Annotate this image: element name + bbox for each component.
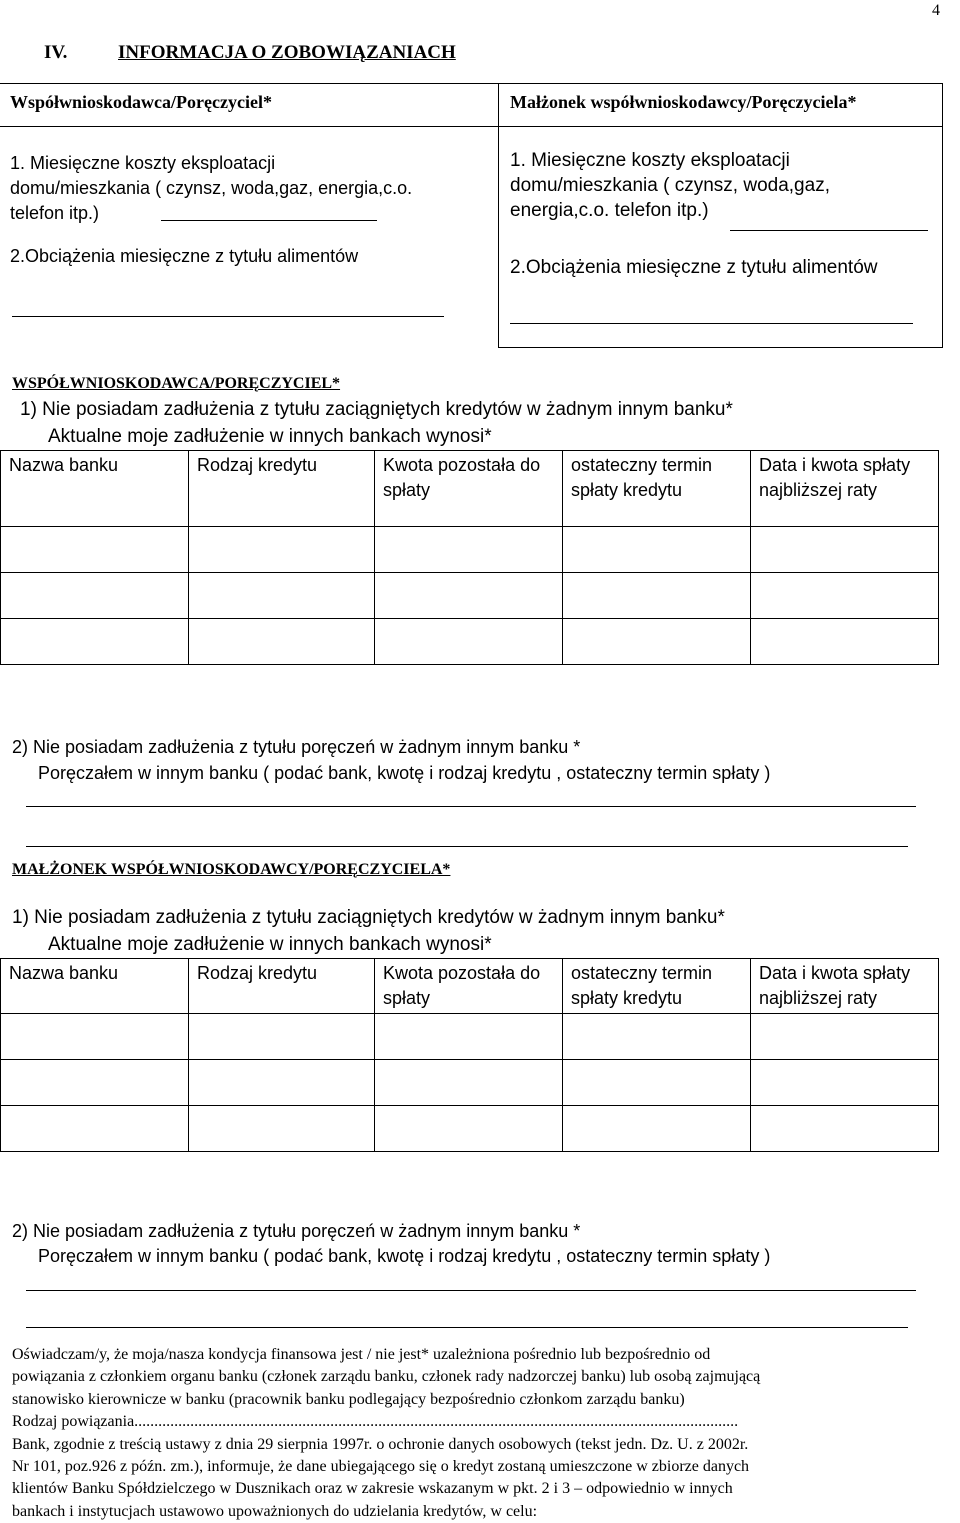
statement-line: klientów Banku Spółdzielczego w Dusznikach oraz w zakresie wskazanym w pkt. 2 i 3 – odpowiednio w innych xyxy=(12,1480,733,1498)
table-cell[interactable] xyxy=(1,1060,189,1106)
col-credit-type: Rodzaj kredytu xyxy=(189,959,375,1014)
table-cell[interactable] xyxy=(189,1014,375,1060)
block1-heading: WSPÓŁWNIOSKODAWCA/PORĘCZYCIEL* xyxy=(12,375,341,392)
right-item1-field[interactable] xyxy=(730,230,928,231)
block2-line2: Aktualne moje zadłużenie w innych bankach wynosi* xyxy=(48,934,492,955)
left-item2: 2.Obciążenia miesięczne z tytułu alimentów xyxy=(10,246,359,266)
right-item1: 1. Miesięczne koszty eksploatacji domu/mieszkania ( czynsz, woda,gaz, energia,c.o. telefon itp.) xyxy=(510,150,830,221)
right-item2: 2.Obciążenia miesięczne z tytułu alimentów xyxy=(510,257,878,278)
col-bank-name: Nazwa banku xyxy=(1,451,189,527)
table-row xyxy=(1,1014,939,1060)
table-cell[interactable] xyxy=(375,573,563,619)
table-cell[interactable] xyxy=(375,1106,563,1152)
col-remaining-amount: Kwota pozostała do spłaty xyxy=(375,451,563,527)
table-cell[interactable] xyxy=(751,527,939,573)
left-item2-field[interactable] xyxy=(12,316,444,317)
block2-line4: Poręczałem w innym banku ( podać bank, kwotę i rodzaj kredytu , ostateczny termin spłaty ) xyxy=(38,1246,771,1266)
table-cell[interactable] xyxy=(751,1060,939,1106)
page-number: 4 xyxy=(932,2,940,19)
table-cell[interactable] xyxy=(1,1106,189,1152)
col-credit-type: Rodzaj kredytu xyxy=(189,451,375,527)
table-cell[interactable] xyxy=(751,619,939,665)
statement-line: stanowisko kierownicze w banku (pracownik banku podlegający bezpośrednio członkom zarządu banku) xyxy=(12,1390,685,1408)
block1-guarantee-field-1[interactable] xyxy=(26,806,916,807)
table-cell[interactable] xyxy=(189,619,375,665)
statement xyxy=(12,1344,948,1523)
block2-heading: MAŁŻONEK WSPÓŁWNIOSKODAWCY/PORĘCZYCIELA* xyxy=(12,861,451,878)
table-cell[interactable] xyxy=(563,1060,751,1106)
block2-guarantee-field-2[interactable] xyxy=(26,1327,908,1328)
table-row xyxy=(1,573,939,619)
table-cell[interactable] xyxy=(375,619,563,665)
col-remaining-amount: Kwota pozostała do spłaty xyxy=(375,959,563,1014)
table-cell[interactable] xyxy=(563,1014,751,1060)
block1-guarantee-field-2[interactable] xyxy=(26,846,908,847)
statement-line: Bank, zgodnie z treścią ustawy z dnia 29 sierpnia 1997r. o ochronie danych osobowych (tekst jedn. Dz. U. z 2002r. xyxy=(12,1435,749,1453)
table-cell[interactable] xyxy=(563,1106,751,1152)
col-next-installment: Data i kwota spłaty najbliższej raty xyxy=(751,451,939,527)
table-cell[interactable] xyxy=(189,1060,375,1106)
statement-line: Nr 101, poz.926 z późn. zm.), informuje, że dane ubiegającego się o kredyt zostaną umieszczone w zbiorze danych xyxy=(12,1458,750,1476)
right-header: Małżonek współwnioskodawcy/Poręczyciela* xyxy=(510,92,857,112)
table-cell[interactable] xyxy=(375,527,563,573)
block1-line2: Aktualne moje zadłużenie w innych bankach wynosi* xyxy=(48,426,492,447)
section-title: INFORMACJA O ZOBOWIĄZANIACH xyxy=(118,42,456,63)
table-row xyxy=(1,619,939,665)
section-number: IV. xyxy=(44,42,68,63)
table-cell[interactable] xyxy=(563,527,751,573)
table-cell[interactable] xyxy=(189,527,375,573)
table-cell[interactable] xyxy=(751,573,939,619)
table-cell[interactable] xyxy=(751,1106,939,1152)
table-cell[interactable] xyxy=(189,1106,375,1152)
block1-line4: Poręczałem w innym banku ( podać bank, kwotę i rodzaj kredytu , ostateczny termin spłaty ) xyxy=(38,763,771,783)
left-item1-field[interactable] xyxy=(161,220,377,221)
statement-line: Oświadczam/y, że moja/nasza kondycja finansowa jest / nie jest* uzależniona pośrednio lub bezpośrednio od xyxy=(12,1346,711,1363)
col-final-date: ostateczny termin spłaty kredytu xyxy=(563,451,751,527)
statement-line: powiązania z członkiem organu banku (członek zarządu banku, członek rady nadzorczej banku) lub osobą zajmującą xyxy=(12,1368,761,1386)
block2-debt-table xyxy=(0,958,939,1152)
block2-guarantee-field-1[interactable] xyxy=(26,1290,916,1291)
table-cell[interactable] xyxy=(375,1014,563,1060)
statement-line: bankach i instytucjach ustawowo upoważnionych do udzielania kredytów, w celu: xyxy=(12,1502,538,1520)
table-cell[interactable] xyxy=(375,1060,563,1106)
table-cell[interactable] xyxy=(1,527,189,573)
block1-line1: 1) Nie posiadam zadłużenia z tytułu zaciągniętych kredytów w żadnym innym banku* xyxy=(20,399,733,420)
col-final-date: ostateczny termin spłaty kredytu xyxy=(563,959,751,1014)
table-cell[interactable] xyxy=(1,1014,189,1060)
table-cell[interactable] xyxy=(189,573,375,619)
block2-line3: 2) Nie posiadam zadłużenia z tytułu poręczeń w żadnym innym banku * xyxy=(12,1221,581,1241)
block2-line1: 1) Nie posiadam zadłużenia z tytułu zaciągniętych kredytów w żadnym innym banku* xyxy=(12,907,725,928)
table-row xyxy=(1,1106,939,1152)
left-item1: 1. Miesięczne koszty eksploatacji domu/mieszkania ( czynsz, woda,gaz, energia,c.o. telefon itp.) xyxy=(10,153,413,223)
table-cell[interactable] xyxy=(1,573,189,619)
table-header-row xyxy=(1,451,939,527)
table-cell[interactable] xyxy=(1,619,189,665)
col-bank-name: Nazwa banku xyxy=(1,959,189,1014)
table-header-row xyxy=(1,959,939,1014)
table-cell[interactable] xyxy=(563,573,751,619)
relation-type-field[interactable]: Rodzaj powiązania....................................................................................................................................................... xyxy=(12,1413,739,1431)
col-next-installment: Data i kwota spłaty najbliższej raty xyxy=(751,959,939,1014)
table-cell[interactable] xyxy=(563,619,751,665)
block1-line3: 2) Nie posiadam zadłużenia z tytułu poręczeń w żadnym innym banku * xyxy=(12,737,581,757)
table-cell[interactable] xyxy=(751,1014,939,1060)
table-row xyxy=(1,1060,939,1106)
left-header: Współwnioskodawca/Poręczyciel* xyxy=(10,92,272,112)
table-row xyxy=(1,527,939,573)
right-item2-field[interactable] xyxy=(510,323,913,324)
block1-debt-table xyxy=(0,450,939,665)
